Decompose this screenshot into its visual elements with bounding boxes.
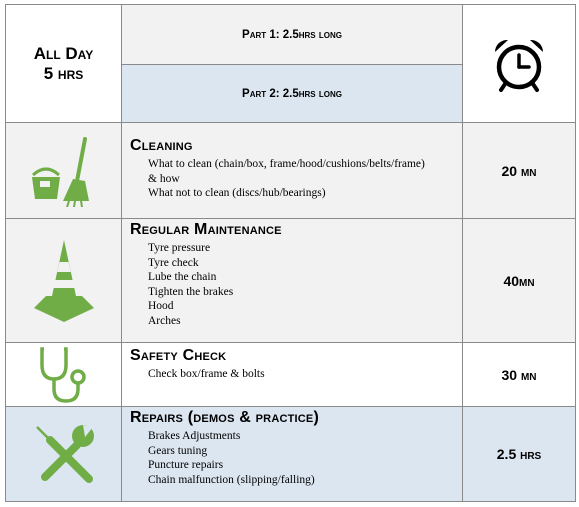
list-item: Chain malfunction (slipping/falling) — [148, 473, 315, 486]
list-item: Tyre check — [148, 256, 199, 269]
part-2-label: Part 2: 2.5hrs long — [122, 65, 463, 123]
all-day-duration: 5 hrs — [43, 63, 84, 83]
cleaning-description — [122, 123, 463, 219]
clock-cell — [463, 5, 576, 123]
repairs-icon-cell — [6, 407, 122, 502]
safety-icon-cell — [6, 343, 122, 407]
list-item: Tyre pressure — [148, 242, 211, 254]
wrench-and-screwdriver-icon — [31, 421, 97, 487]
list-item: Arches — [148, 314, 181, 327]
duration-label: 40mn — [463, 219, 576, 343]
all-day-cell — [6, 5, 122, 123]
section-title: Regular Maintenance — [130, 221, 282, 238]
list-item: & how — [148, 172, 180, 185]
list-item: Puncture repairs — [148, 459, 224, 472]
section-row-regular-maintenance — [6, 219, 576, 343]
list-item: What not to clean (discs/hub/bearings) — [148, 187, 326, 200]
list-item: Brakes Adjustments — [148, 430, 241, 442]
section-title: Repairs (demos & practice) — [130, 409, 320, 426]
section-title: Cleaning — [130, 137, 193, 154]
list-item: Gears tuning — [148, 444, 208, 457]
duration-label: 20 mn — [463, 123, 576, 219]
bucket-and-broom-icon — [29, 135, 99, 207]
stethoscope-icon — [36, 345, 92, 405]
duration-label: 30 mn — [463, 343, 576, 407]
list-item: Lube the chain — [148, 271, 217, 284]
section-row-cleaning — [6, 123, 576, 219]
section-row-repairs — [6, 407, 576, 502]
safety-description — [122, 343, 463, 407]
list-item: Tighten the brakes — [148, 285, 234, 298]
duration-label: 2.5 hrs — [463, 407, 576, 502]
cleaning-icon-cell — [6, 123, 122, 219]
list-item: What to clean (chain/box, frame/hood/cushions/belts/frame) — [148, 158, 425, 170]
maintenance-icon-cell — [6, 219, 122, 343]
schedule-table — [5, 4, 576, 502]
alarm-clock-icon — [489, 34, 549, 94]
section-title: Safety Check — [130, 347, 227, 364]
section-row-safety-check — [6, 343, 576, 407]
repairs-description — [122, 407, 463, 502]
list-item: Check box/frame & bolts — [148, 368, 265, 380]
maintenance-description — [122, 219, 463, 343]
traffic-cone-icon — [32, 238, 96, 324]
part-1-label: Part 1: 2.5hrs long — [122, 5, 463, 65]
list-item: Hood — [148, 300, 174, 313]
all-day-label: All Day — [33, 43, 94, 63]
